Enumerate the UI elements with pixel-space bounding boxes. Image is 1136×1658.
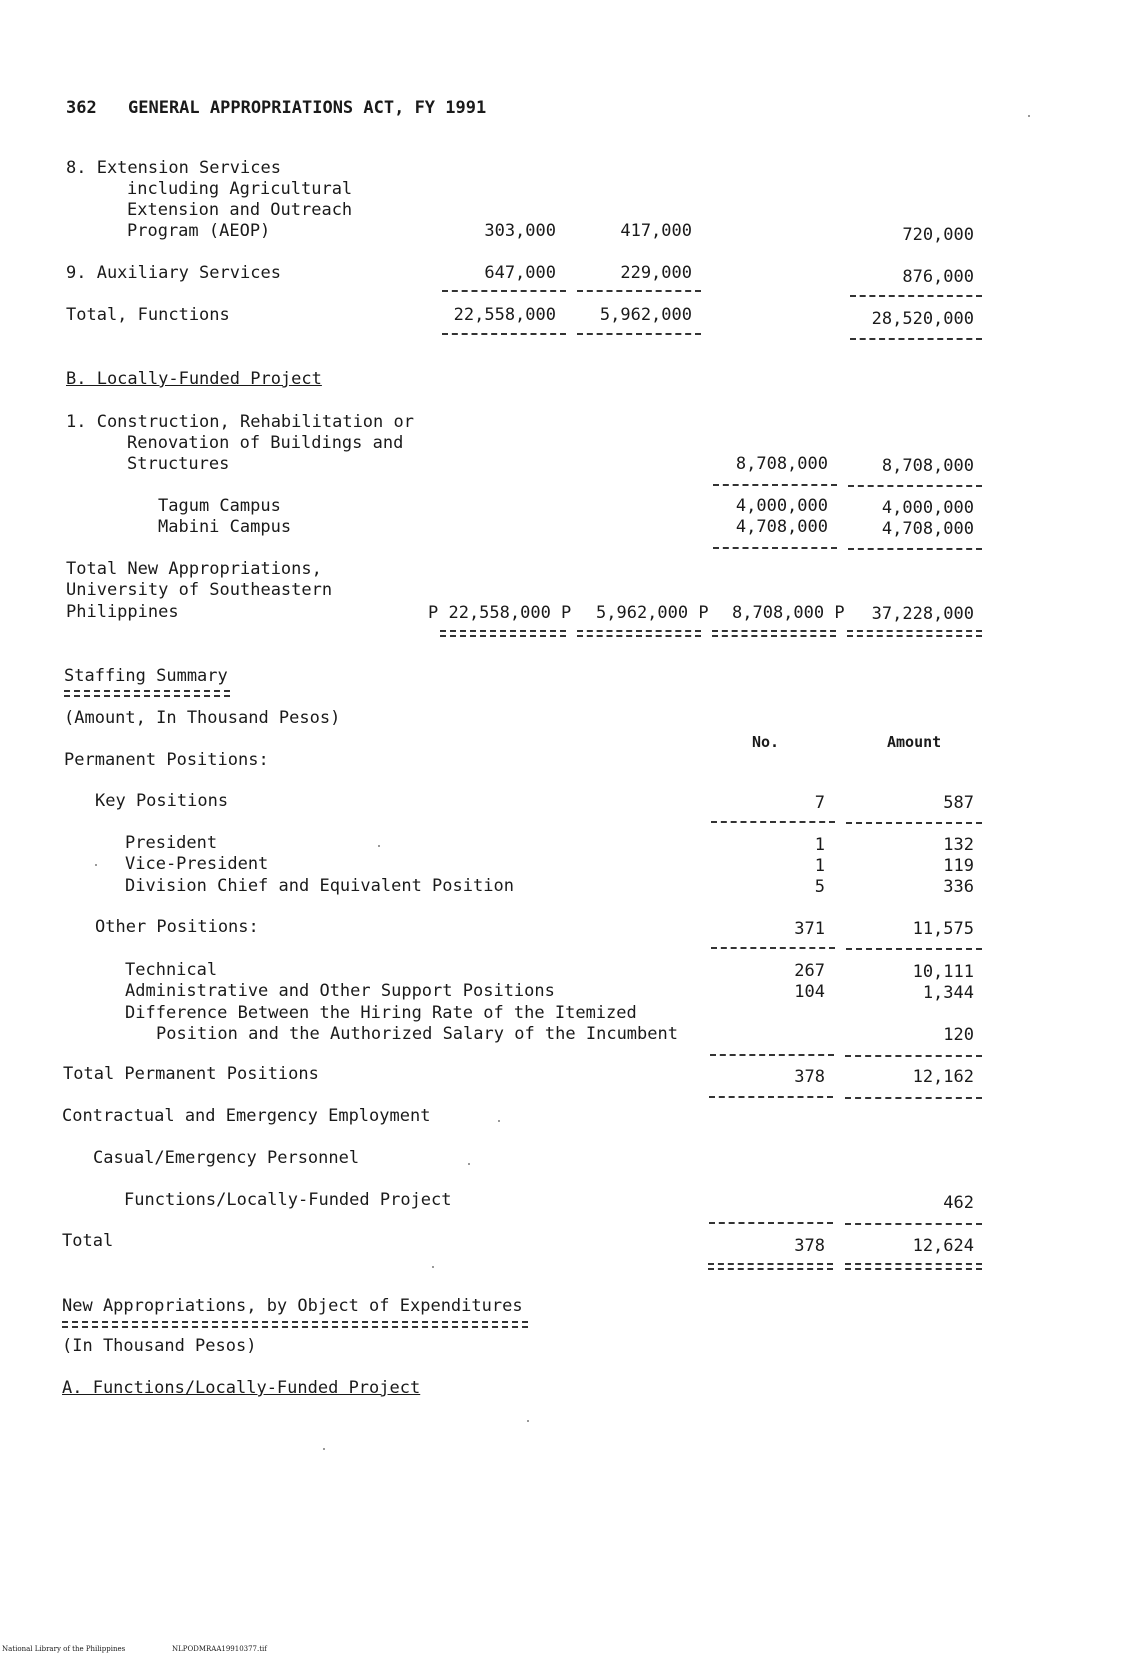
key-positions-label: Key Positions — [95, 791, 229, 811]
total-functions-label: Total, Functions — [66, 305, 230, 325]
lfp-item1-line3: Structures — [127, 454, 230, 474]
lfp-item1-total: 8,708,000 — [881, 456, 974, 476]
total-label: Total — [62, 1231, 114, 1251]
mabini-campus-label: Mabini Campus — [158, 517, 292, 537]
rule — [709, 1096, 833, 1098]
total-permanent-label: Total Permanent Positions — [63, 1064, 319, 1084]
rule — [848, 548, 982, 550]
rule — [850, 295, 982, 297]
double-rule — [847, 630, 982, 637]
president-label: President — [125, 833, 218, 853]
rule — [713, 484, 837, 486]
staffing-units: (Amount, In Thousand Pesos) — [64, 708, 341, 728]
grand-total-co: 8,708,000 P — [732, 603, 845, 623]
double-rule — [712, 630, 836, 637]
difference-amount: 120 — [943, 1025, 974, 1045]
total-functions-ps: 22,558,000 — [453, 305, 556, 325]
item8-total: 720,000 — [902, 225, 974, 245]
double-rule — [62, 1321, 528, 1328]
double-rule — [845, 1263, 982, 1270]
staffing-title: Staffing Summary — [64, 666, 228, 686]
rule — [845, 1055, 982, 1057]
grand-total-mooe: 5,962,000 P — [596, 603, 709, 623]
lfp-item1-line2: Renovation of Buildings and — [127, 433, 404, 453]
flfp-label: Functions/Locally-Funded Project — [124, 1190, 452, 1210]
total-no: 378 — [794, 1236, 825, 1256]
rule — [845, 1097, 982, 1099]
key-positions-no: 7 — [814, 793, 825, 813]
vice-president-amount: 119 — [943, 856, 974, 876]
permanent-positions-label: Permanent Positions: — [64, 750, 269, 770]
total-permanent-no: 378 — [794, 1067, 825, 1087]
scan-speck — [527, 1420, 529, 1422]
division-chief-amount: 336 — [943, 877, 974, 897]
rule — [710, 1054, 834, 1056]
difference-line2: Position and the Authorized Salary of the Incumbent — [156, 1024, 678, 1044]
footer-file: NLPODMRAA19910377.tif — [172, 1645, 267, 1653]
item8-label: 8. Extension Services — [66, 158, 281, 178]
technical-label: Technical — [125, 960, 218, 980]
objects-subheading: A. Functions/Locally-Funded Project — [62, 1378, 421, 1398]
double-rule — [577, 630, 701, 637]
objects-title: New Appropriations, by Object of Expenditures — [62, 1296, 523, 1316]
double-rule — [440, 630, 566, 637]
technical-no: 267 — [794, 961, 825, 981]
item8-line4: Program (AEOP) — [127, 221, 271, 241]
scan-speck — [1028, 115, 1030, 117]
footer-library: National Library of the Philippines — [2, 1645, 126, 1653]
rule — [848, 485, 982, 487]
rule — [577, 333, 701, 335]
total-functions-mooe: 5,962,000 — [599, 305, 692, 325]
item9-label: 9. Auxiliary Services — [66, 263, 281, 283]
lfp-heading: B. Locally-Funded Project — [66, 369, 322, 389]
rule — [846, 948, 982, 950]
rule — [846, 822, 982, 824]
page-header-title: GENERAL APPROPRIATIONS ACT, FY 1991 — [128, 98, 487, 118]
total-functions-total: 28,520,000 — [871, 309, 974, 329]
vice-president-no: 1 — [814, 856, 825, 876]
rule — [845, 1223, 982, 1225]
col-no-header: No. — [752, 733, 780, 751]
page-number: 362 — [66, 98, 97, 118]
rule — [442, 333, 566, 335]
admin-support-no: 104 — [794, 982, 825, 1002]
division-chief-no: 5 — [814, 877, 825, 897]
rule — [711, 821, 835, 823]
item9-mooe: 229,000 — [620, 263, 692, 283]
item8-line3: Extension and Outreach — [127, 200, 353, 220]
tagum-campus-label: Tagum Campus — [158, 496, 281, 516]
admin-support-amount: 1,344 — [922, 983, 974, 1003]
scan-speck — [498, 1120, 500, 1122]
double-rule — [708, 1263, 833, 1270]
rule — [850, 338, 982, 340]
other-positions-amount: 11,575 — [912, 919, 974, 939]
admin-support-label: Administrative and Other Support Positions — [125, 981, 555, 1001]
president-no: 1 — [814, 835, 825, 855]
other-positions-no: 371 — [794, 919, 825, 939]
mabini-campus-total: 4,708,000 — [881, 519, 974, 539]
flfp-amount: 462 — [943, 1193, 974, 1213]
double-rule — [64, 690, 230, 697]
rule — [709, 1222, 833, 1224]
scan-speck — [95, 864, 97, 866]
rule — [711, 947, 835, 949]
mabini-campus-co: 4,708,000 — [735, 517, 828, 537]
col-amount-header: Amount — [887, 733, 942, 751]
tagum-campus-co: 4,000,000 — [735, 496, 828, 516]
rule — [442, 290, 566, 292]
item8-line2: including Agricultural — [127, 179, 353, 199]
technical-amount: 10,111 — [912, 962, 974, 982]
contractual-label: Contractual and Emergency Employment — [62, 1106, 431, 1126]
other-positions-label: Other Positions: — [95, 917, 259, 937]
total-permanent-amount: 12,162 — [912, 1067, 974, 1087]
rule — [577, 290, 701, 292]
scan-speck — [378, 845, 380, 847]
grand-total-total: 37,228,000 — [871, 604, 974, 624]
scan-speck — [323, 1448, 325, 1450]
item8-mooe: 417,000 — [620, 221, 692, 241]
item8-ps: 303,000 — [484, 221, 556, 241]
tagum-campus-total: 4,000,000 — [881, 498, 974, 518]
lfp-item1-co: 8,708,000 — [735, 454, 828, 474]
item9-total: 876,000 — [902, 267, 974, 287]
rule — [713, 547, 837, 549]
president-amount: 132 — [943, 835, 974, 855]
grand-total-line3: Philippines — [66, 602, 179, 622]
item9-ps: 647,000 — [484, 263, 556, 283]
grand-total-line2: University of Southeastern — [66, 580, 333, 600]
lfp-item1-label: 1. Construction, Rehabilitation or — [66, 412, 414, 432]
scan-speck — [432, 1266, 434, 1268]
objects-units: (In Thousand Pesos) — [62, 1336, 257, 1356]
grand-total-ps: P 22,558,000 P — [428, 603, 572, 623]
division-chief-label: Division Chief and Equivalent Position — [125, 876, 514, 896]
key-positions-amount: 587 — [943, 793, 974, 813]
casual-label: Casual/Emergency Personnel — [93, 1148, 360, 1168]
scan-speck — [468, 1163, 470, 1165]
total-amount: 12,624 — [912, 1236, 974, 1256]
vice-president-label: Vice-President — [125, 854, 269, 874]
difference-line1: Difference Between the Hiring Rate of the Itemized — [125, 1003, 637, 1023]
grand-total-line1: Total New Appropriations, — [66, 559, 322, 579]
